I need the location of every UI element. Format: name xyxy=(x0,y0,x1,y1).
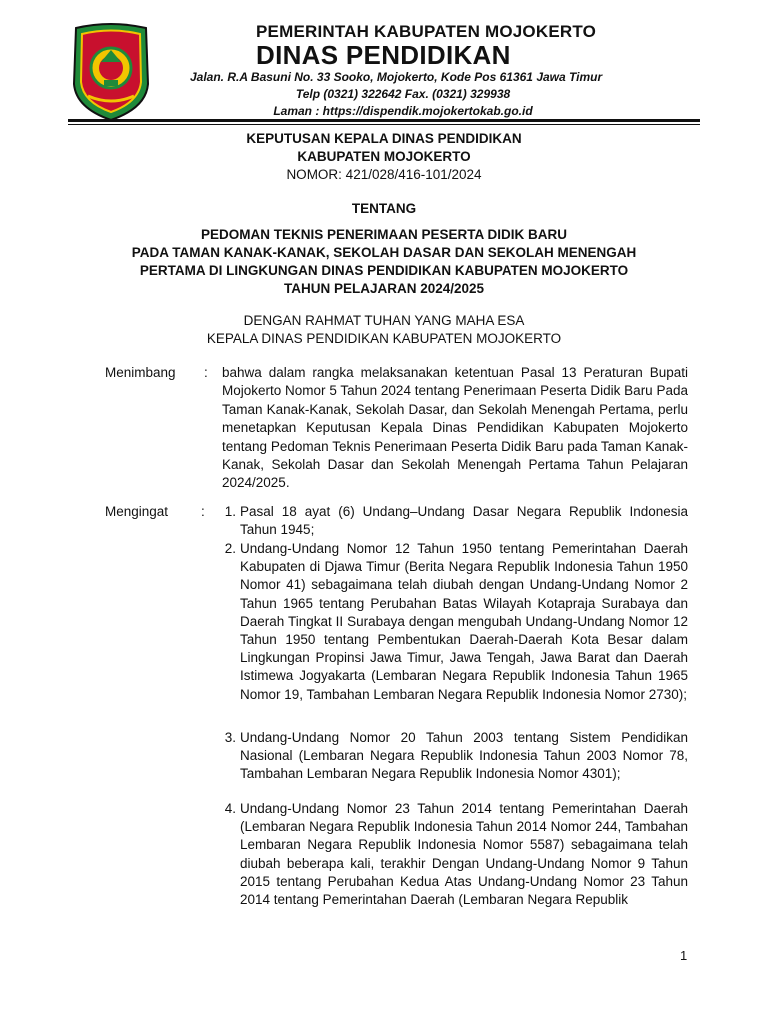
recalling-item-number: 4. xyxy=(224,801,236,816)
recalling-label: Mengingat xyxy=(105,504,169,519)
government-name: PEMERINTAH KABUPATEN MOJOKERTO xyxy=(256,22,597,41)
recalling-item-number: 3. xyxy=(224,730,236,745)
recalling-item-number: 1. xyxy=(224,504,236,519)
recalling-item-text: Undang-Undang Nomor 20 Tahun 2003 tentang Sistem Pendidikan Nasional (Lembaran Negara Republik Indonesia Tahun 2003 Nomor 78, Tambahan Lembaran Negara Republik Indonesia Nomor 4301); xyxy=(240,730,688,782)
agency-phone: Telp (0321) 322642 Fax. (0321) 329938 xyxy=(295,87,511,101)
decree-about: TENTANG xyxy=(351,201,417,216)
agency-name: DINAS PENDIDIKAN xyxy=(256,40,511,70)
decree-title-line1: KEPUTUSAN KEPALA DINAS PENDIDIKAN xyxy=(246,131,522,146)
decree-subject-line3: PERTAMA DI LINGKUNGAN DINAS PENDIDIKAN KABUPATEN MOJOKERTO xyxy=(139,263,629,278)
considering-text: bahwa dalam rangka melaksanakan ketentuan Pasal 13 Peraturan Bupati Mojokerto Nomor 5 Tahun 2024 tentang Penerimaan Peserta Didik Baru Pada Taman Kanak-Kanak, Sekolah Dasar, dan Sekolah Menengah Pertama, perlu menetapkan Keputusan Kepala Dinas Pendidikan Kabupaten Mojokerto tentang Pedoman Teknis Penerimaan Peserta Didik Baru pada Taman Kanak-Kanak, Sekolah Dasar dan Sekolah Menengah Pertama Tahun Pelajaran 2024/2025. xyxy=(222,365,688,491)
recalling-item-text: Undang-Undang Nomor 23 Tahun 2014 tentang Pemerintahan Daerah (Lembaran Negara Republik Indonesia Tahun 2014 Nomor 244, Tambahan Lembaran Negara Republik Indonesia Nomor 5587) sebagaimana telah diubah beberapa kali, terakhir Dengan Undang-Undang Nomor 9 Tahun 2015 tentang Perubahan Kedua Atas Undang-Undang Nomor 23 Tahun 2014 tentang Pemerintahan Daerah (Lembaran Negara Republik xyxy=(240,801,688,908)
considering-colon: : xyxy=(204,365,208,380)
decree-subject-line1: PEDOMAN TEKNIS PENERIMAAN PESERTA DIDIK BARU xyxy=(200,227,568,242)
agency-website: Laman : https://dispendik.mojokertokab.go.id xyxy=(273,104,533,118)
blessing-line2: KEPALA DINAS PENDIDIKAN KABUPATEN MOJOKERTO xyxy=(206,331,562,346)
page-number: 1 xyxy=(680,948,688,963)
letterhead-divider-thick xyxy=(68,119,700,122)
recalling-item-text: Pasal 18 ayat (6) Undang–Undang Dasar Negara Republik Indonesia Tahun 1945; xyxy=(240,504,688,538)
decree-title-line2: KABUPATEN MOJOKERTO xyxy=(297,149,471,164)
decree-subject-line4: TAHUN PELAJARAN 2024/2025 xyxy=(283,281,485,296)
decree-number: NOMOR: 421/028/416-101/2024 xyxy=(286,167,482,182)
mojokerto-coat-of-arms-logo xyxy=(68,22,154,122)
considering-label: Menimbang xyxy=(105,365,176,380)
recalling-item-number: 2. xyxy=(224,541,236,556)
blessing-line1: DENGAN RAHMAT TUHAN YANG MAHA ESA xyxy=(243,313,525,328)
recalling-item-text: Undang-Undang Nomor 12 Tahun 1950 tentang Pemerintahan Daerah Kabupaten di Djawa Timur (Berita Negara Republik Indonesia Tahun 1950 Nomor 41) sebagaimana telah diubah dengan Undang-Undang Nomor 2 Tahun 1965 tentang Perubahan Batas Wilayah Kotapraja Surabaya dan Daerah Tingkat II Surabaya dengan mengubah Undang-Undang Nomor 12 Tahun 1950 tentang Pembentukan Daerah-Daerah Kota Besar dalam Lingkungan Propinsi Jawa Timur, Jawa Tengah, Jawa Barat dan Daerah Istimewa Jogyakarta (Lembaran Negara Republik Indonesia Tahun 1965 Nomor 19, Tambahan Lembaran Negara Republik Indonesia Nomor 2730); xyxy=(240,541,688,702)
letterhead xyxy=(190,22,670,119)
decree-subject-line2: PADA TAMAN KANAK-KANAK, SEKOLAH DASAR DAN SEKOLAH MENENGAH xyxy=(131,245,637,260)
recalling-colon: : xyxy=(201,504,205,519)
letterhead-divider-thin xyxy=(68,124,700,125)
agency-address: Jalan. R.A Basuni No. 33 Sooko, Mojokerto, Kode Pos 61361 Jawa Timur xyxy=(190,70,603,84)
